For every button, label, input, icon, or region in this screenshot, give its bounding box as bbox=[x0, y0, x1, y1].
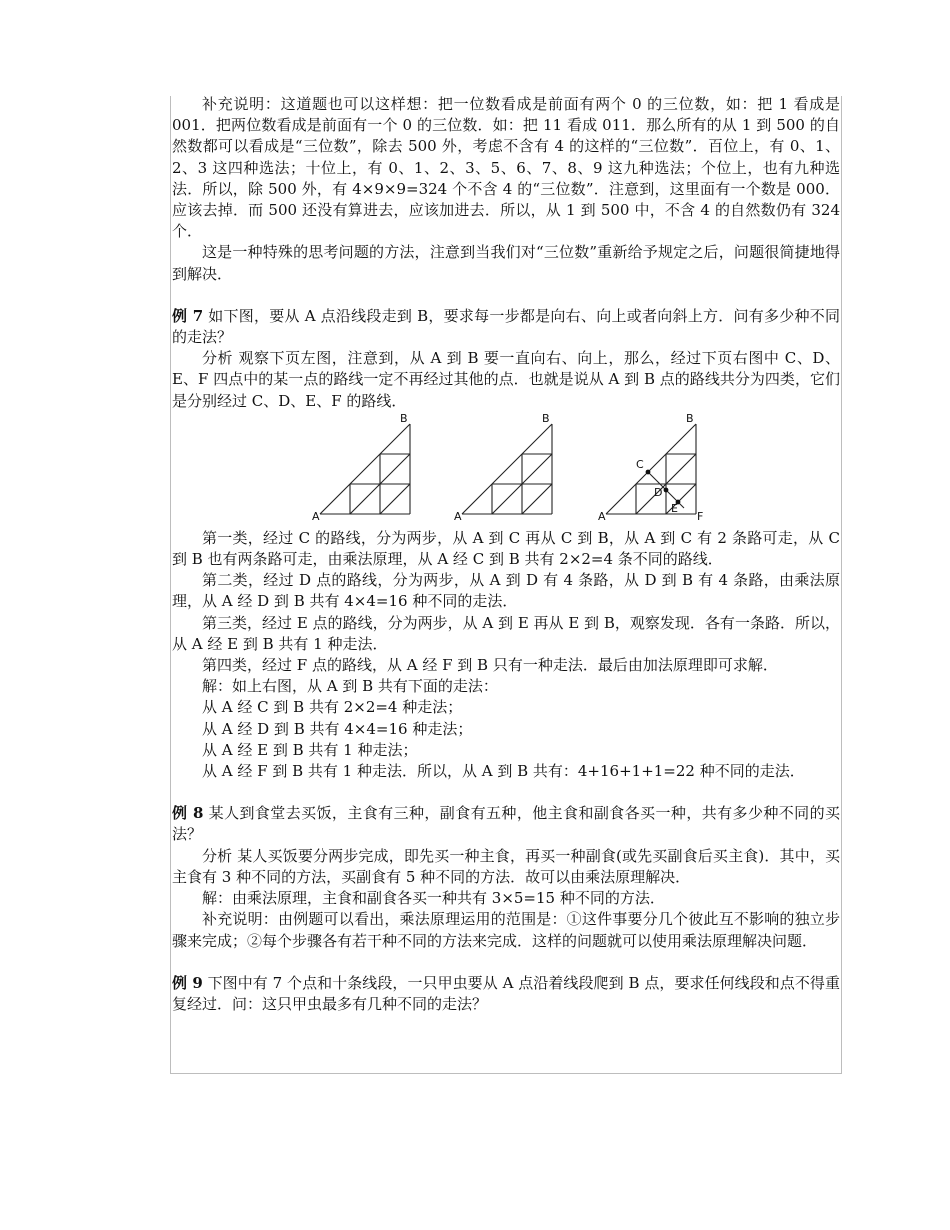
figure-left-label-b: B bbox=[400, 413, 408, 425]
solution-intro: 解：如上右图，从 A 到 B 共有下面的走法： bbox=[202, 677, 498, 696]
case-1: 第一类，经过 C 的路线，分为两步，从 A 到 C 再从 C 到 B，从 A 到 C 有 2 条路可走，从 C 到 B 也有两条路可走，由乘法原理，从 A 经 C 到 B 共有 2×2=4 条不同的路线． bbox=[172, 528, 840, 569]
example-8-note: 补充说明：由例题可以看出，乘法原理运用的范围是：①这件事要分几个彼此互不影响的独立步骤来完成；②每个步骤各有若干种不同的方法来完成．这样的问题就可以使用乘法原理解决问题． bbox=[172, 910, 840, 950]
figure-right-label-b: B bbox=[686, 413, 694, 425]
figure-right-label-f: F bbox=[697, 509, 704, 523]
example-8-question bbox=[172, 803, 840, 845]
case-2: 第二类，经过 D 点的路线，分为两步，从 A 到 D 有 4 条路，从 D 到 B 有 4 条路，由乘法原理，从 A 经 D 到 B 共有 4×4=16 种不同的走法． bbox=[172, 571, 840, 611]
example-7-label: 例 7 bbox=[172, 306, 204, 325]
figure-right-label-c: C bbox=[636, 457, 644, 471]
figure-right-label-e: E bbox=[671, 501, 678, 515]
figure-middle-label-b: B bbox=[542, 413, 550, 425]
figure-left bbox=[310, 414, 420, 526]
example-8-analysis: 分析 某人买饭要分两步完成，即先买一种主食，再买一种副食(或先买副食后买主食)．其中，买主食有 3 种不同的方法，买副食有 5 种不同的方法．故可以由乘法原理解决． bbox=[172, 846, 840, 886]
example-9-text: 下图中有 7 个点和十条线段，一只甲虫要从 A 点沿着线段爬到 B 点，要求任何线段和点不得重复经过．问：这只甲虫最多有几种不同的走法？ bbox=[172, 973, 840, 1013]
example-9-label: 例 9 bbox=[172, 973, 203, 992]
figure-right bbox=[596, 414, 720, 526]
point-d bbox=[664, 487, 669, 492]
case-3: 第三类，经过 E 点的路线，分为两步，从 A 到 E 再从 E 到 B，观察发现．各有一条路．所以，从 A 经 E 到 B 共有 1 种走法． bbox=[172, 613, 840, 653]
example-7-analysis: 分析 观察下页左图，注意到，从 A 到 B 要一直向右、向上，那么，经过下页右图中 C、D、E、F 四点中的某一点的路线一定不再经过其他的点．也就是说从 A 到 B 点的路线共分为四类，它们是分别经过 C、D、E、F 的路线． bbox=[172, 349, 840, 410]
figure-middle bbox=[452, 414, 562, 526]
supplement-paragraph: 补充说明：这道题也可以这样想：把一位数看成是前面有两个 0 的三位数，如：把 1 看成是 001．把两位数看成是前面有一个 0 的三位数．如：把 11 看成 011．那么所有的从 1 到 500 的自然数都可以看成是“三位数”，除去 500 外，考虑不含有 4 的这样的“三位数”．百位上，有 0、1、2、3 这四种选法；十位上，有 0、1、2、3、5、6、7、8、9 这九种选法；个位上，也有九种选法．所以，除 500 外，有 4×9×9=324 个不含 4 的“三位数”．注意到，这里面有一个数是 000．应该去掉．而 500 还没有算进去，应该加进去．所以，从 1 到 500 中，不含 4 的自然数仍有 324 个． bbox=[172, 95, 840, 241]
method-paragraph: 这是一种特殊的思考问题的方法，注意到当我们对“三位数”重新给予规定之后，问题很简捷地得到解决． bbox=[172, 243, 840, 283]
document-body bbox=[172, 94, 840, 1015]
example-8-label: 例 8 bbox=[172, 804, 204, 823]
solution-line-3: 从 A 经 E 到 B 共有 1 种走法； bbox=[202, 740, 418, 759]
example-8-solution: 解：由乘法原理，主食和副食各买一种共有 3×5=15 种不同的方法． bbox=[202, 889, 665, 908]
example-7-text: 如下图，要从 A 点沿线段走到 B，要求每一步都是向右、向上或者向斜上方．问有多少种不同的走法？ bbox=[172, 306, 840, 347]
example-9-question bbox=[172, 973, 840, 1015]
figure-left-label-a: A bbox=[312, 509, 320, 523]
solution-line-4: 从 A 经 F 到 B 共有 1 种走法．所以，从 A 到 B 共有：4+16+1+1=22 种不同的走法． bbox=[202, 762, 805, 781]
figure-row bbox=[172, 414, 840, 526]
solution-line-1: 从 A 经 C 到 B 共有 2×2=4 种走法； bbox=[202, 698, 463, 717]
figure-right-label-a: A bbox=[598, 509, 606, 523]
point-c bbox=[646, 469, 651, 474]
example-7-question bbox=[172, 306, 840, 348]
example-8-text: 某人到食堂去买饭，主食有三种，副食有五种，他主食和副食各买一种，共有多少种不同的买法？ bbox=[172, 804, 840, 844]
figure-middle-label-a: A bbox=[454, 509, 462, 523]
solution-line-2: 从 A 经 D 到 B 共有 4×4=16 种走法； bbox=[202, 719, 473, 738]
case-4: 第四类，经过 F 点的路线，从 A 经 F 到 B 只有一种走法．最后由加法原理即可求解． bbox=[202, 656, 778, 675]
figure-right-label-d: D bbox=[654, 485, 663, 499]
